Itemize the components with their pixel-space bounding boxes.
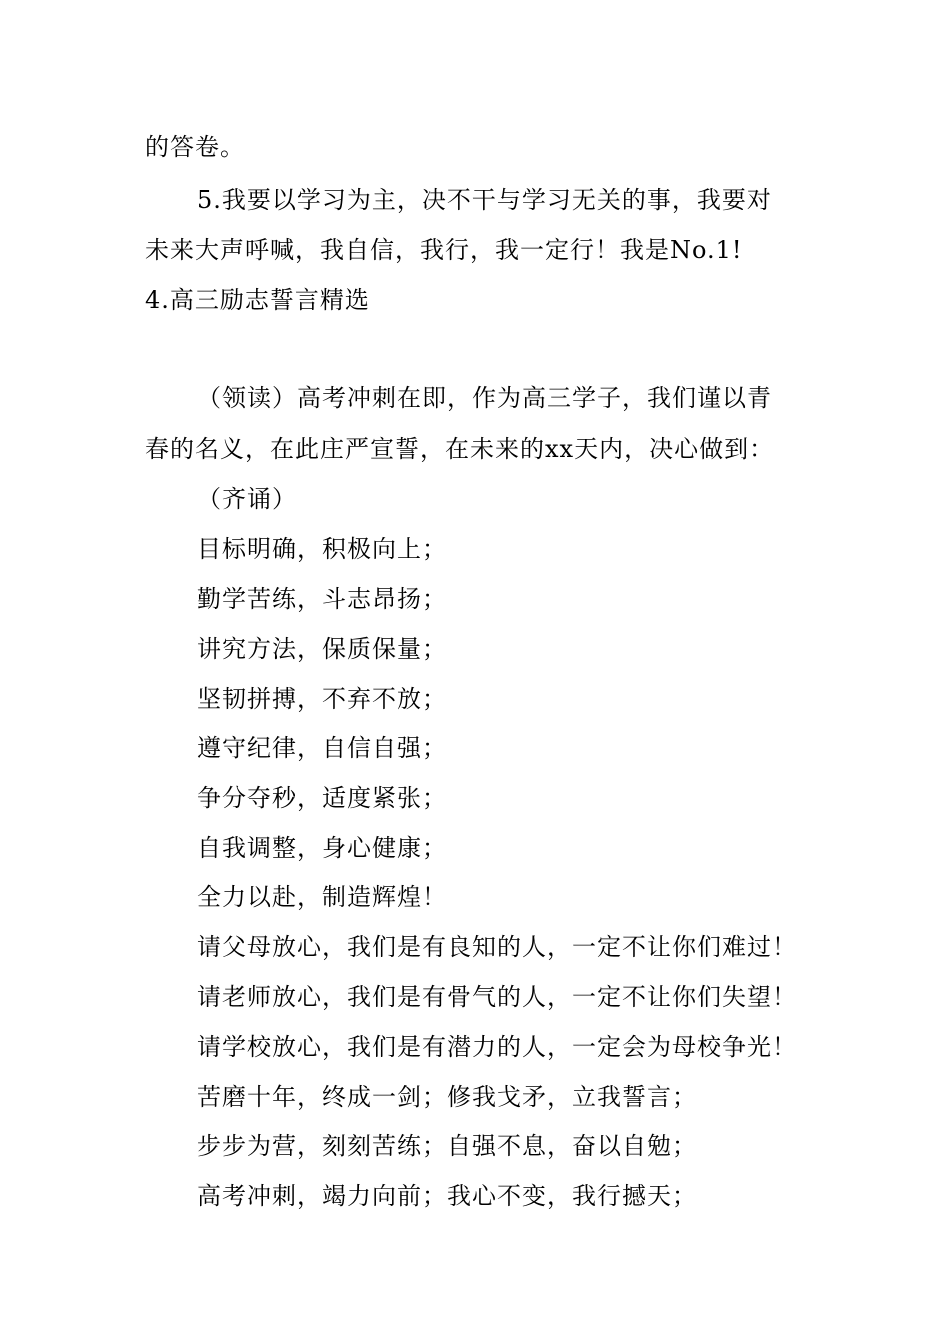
oath-line: 坚韧拼搏，不弃不放； (197, 685, 447, 713)
oath-line: 讲究方法，保质保量； (197, 635, 447, 663)
oath-line: 自我调整，身心健康； (197, 834, 447, 862)
oath-line: 步步为营，刻刻苦练；自强不息，奋以自勉； (197, 1132, 697, 1160)
oath-line: 全力以赴，制造辉煌！ (197, 883, 447, 911)
oath-line: 请父母放心，我们是有良知的人，一定不让你们难过！ (197, 933, 797, 961)
oath-line: 遵守纪律，自信自强； (197, 734, 447, 762)
oath-line: 请老师放心，我们是有骨气的人，一定不让你们失望！ (197, 983, 797, 1011)
oath-line: 苦磨十年，终成一剑；修我戈矛，立我誓言； (197, 1083, 697, 1111)
paragraph-line: （领读）高考冲刺在即，作为高三学子，我们谨以青 (197, 384, 772, 412)
paragraph-line: （齐诵） (197, 485, 297, 513)
oath-line: 目标明确，积极向上； (197, 535, 447, 563)
paragraph-line: 5.我要以学习为主，决不干与学习无关的事，我要对 (197, 186, 772, 214)
oath-line: 请学校放心，我们是有潜力的人，一定会为母校争光！ (197, 1033, 797, 1061)
oath-line: 争分夺秒，适度紧张； (197, 784, 447, 812)
oath-line: 勤学苦练，斗志昂扬； (197, 585, 447, 613)
oath-line: 高考冲刺，竭力向前；我心不变，我行撼天； (197, 1182, 697, 1210)
paragraph-line: 的答卷。 (145, 133, 245, 161)
paragraph-line: 未来大声呼喊，我自信，我行，我一定行！我是No.1! (145, 236, 743, 264)
section-heading: 4.高三励志誓言精选 (145, 286, 370, 314)
paragraph-line: 春的名义，在此庄严宣誓，在未来的xx天内，决心做到： (145, 435, 775, 463)
